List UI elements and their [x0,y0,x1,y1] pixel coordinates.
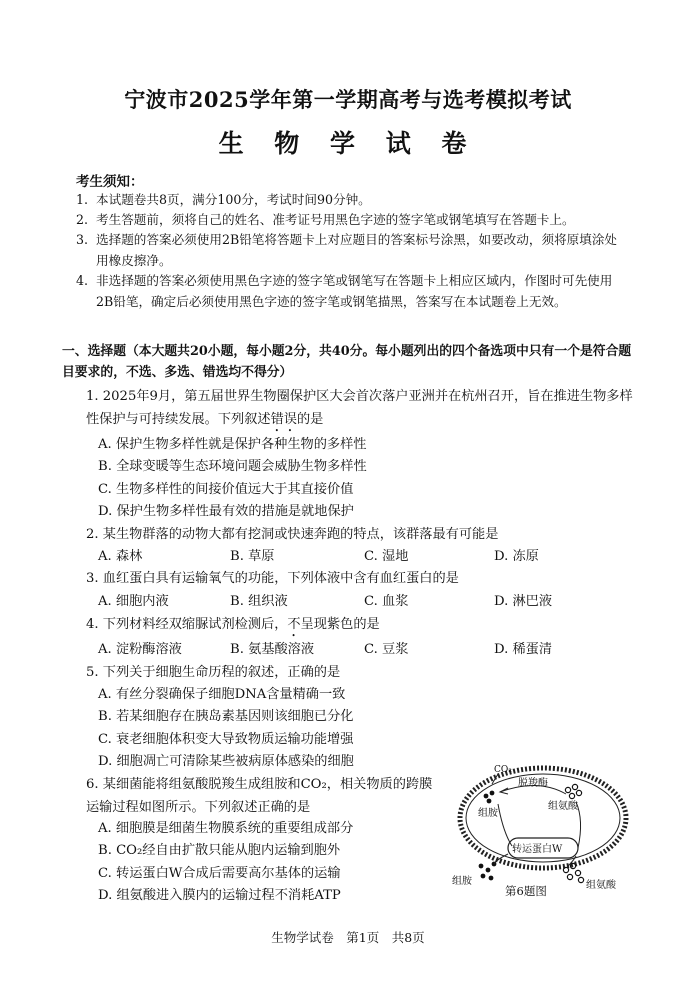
question-4-stem [86,614,642,640]
note-item [76,230,624,271]
option-c: C. 豆浆 [364,642,409,657]
decarboxylase-label: 脱羧酶 [518,778,548,789]
note-text: 本试题卷共8页，满分100分，考试时间90分钟。 [96,192,371,207]
exam-title: 宁波市2025学年第一学期高考与选考模拟考试 [124,87,572,112]
transporter-label: 转运蛋白W [512,844,563,855]
option-a: A. 有丝分裂确保子细胞DNA含量精确一致 [98,687,346,702]
option-b: B. 全球变暖等生态环境问题会威胁生物多样性 [98,459,367,474]
option-c: C. 血浆 [364,594,409,609]
question-3-stem: 3. 血红蛋白具有运输氧气的功能，下列体液中含有血红蛋白的是 [86,571,459,586]
notes-heading: 考生须知： [76,174,144,190]
note-item [76,271,624,312]
option-a: A. 森林 [98,549,143,564]
histidine-inside-label: 组氨酸 [548,801,578,812]
stem-text: 4. 下列材料经双缩脲试剂检测后， [86,617,288,632]
option-b: B. 若某细胞存在胰岛素基因则该细胞已分化 [98,709,354,724]
co2-label: CO₂ [494,765,512,775]
note-number: 3. [76,232,89,247]
page-footer: 生物学试卷 第1页 共8页 [271,930,425,945]
option-c: C. 转运蛋白W合成后需要高尔基体的运输 [98,866,341,881]
histamine-outside-dots [479,862,497,881]
stem-text: 1. 2025年9月，第五届世界生物圈保护区大会首次落户亚洲并在杭州召开，旨在推进生物多样性保护与可持续发展。下列叙述 [86,389,633,427]
option-c: C. 湿地 [364,549,409,564]
option-d: D. 冻原 [494,549,539,564]
histamine-outside-label: 组胺 [452,876,472,887]
question-6-stem: 6. 某细菌能将组氨酸脱羧生成组胺和CO₂，相关物质的跨膜运输过程如图所示。下列叙述正确的是 [86,777,433,815]
option-c: C. 生物多样性的间接价值远大于其直接价值 [98,482,354,497]
note-text: 考生答题前，须将自己的姓名、准考证号用黑色字迹的签字笔或钢笔填写在答题卡上。 [96,212,575,227]
note-text: 选择题的答案必须使用2B铅笔将答题卡上对应题目的答案标号涂黑，如要改动，须将原填涂处用橡皮擦净。 [96,232,618,268]
option-b: B. 氨基酸溶液 [230,642,315,657]
question-5-stem: 5. 下列关于细胞生命历程的叙述，正确的是 [86,665,341,680]
option-d: D. 保护生物多样性最有效的措施是就地保护 [98,504,354,519]
q6-figure [448,760,648,900]
note-item [76,190,624,211]
histidine-inside-dots [565,784,581,798]
option-a: A. 保护生物多样性就是保护各种生物的多样性 [98,437,367,452]
figure-caption: 第6题图 [505,884,547,898]
option-d: D. 组氨酸进入膜内的运输过程不消耗ATP [98,888,341,903]
option-d: D. 稀蛋清 [494,642,553,657]
question-1-stem [86,386,642,435]
histidine-outside-dots [563,863,583,882]
option-b: B. 草原 [230,549,275,564]
stem-text: 呈现紫色的是 [300,617,380,632]
section-heading: 一、选择题（本大题共20小题，每小题2分，共40分。每小题列出的四个备选项中只有一个是符合题目要求的，不选、多选、错选均不得分） [62,344,632,380]
histamine-inside-dots [484,791,495,804]
stem-emphasis: 错误 [270,411,297,427]
option-b: B. CO₂经自由扩散只能从胞内运输到胞外 [98,843,341,858]
option-d: D. 细胞凋亡可清除某些被病原体感染的细胞 [98,754,354,769]
option-a: A. 细胞内液 [98,594,169,609]
note-number: 4. [76,273,89,288]
exam-subject-title: 生 物 学 试 卷 [218,129,478,158]
option-a: A. 细胞膜是细菌生物膜系统的重要组成部分 [98,821,354,836]
note-number: 2. [76,212,89,227]
option-a: A. 淀粉酶溶液 [98,642,182,657]
histamine-inside-label: 组胺 [478,808,498,819]
note-number: 1. [76,192,89,207]
stem-emphasis: 不 [287,617,301,632]
histidine-outside-label: 组氨酸 [586,880,616,891]
stem-text: 的是 [297,411,324,427]
option-c: C. 衰老细胞体积变大导致物质运输功能增强 [98,732,354,747]
note-item [76,210,624,231]
note-text: 非选择题的答案必须使用黑色字迹的签字笔或钢笔写在答题卡上相应区域内，作图时可先使用2B铅笔，确定后必须使用黑色字迹的签字笔或钢笔描黑，答案写在本试题卷上无效。 [96,273,613,309]
option-b: B. 组织液 [230,594,288,609]
question-2-stem: 2. 某生物群落的动物大都有挖洞或快速奔跑的特点，该群落最有可能是 [86,527,499,542]
option-d: D. 淋巴液 [494,594,553,609]
